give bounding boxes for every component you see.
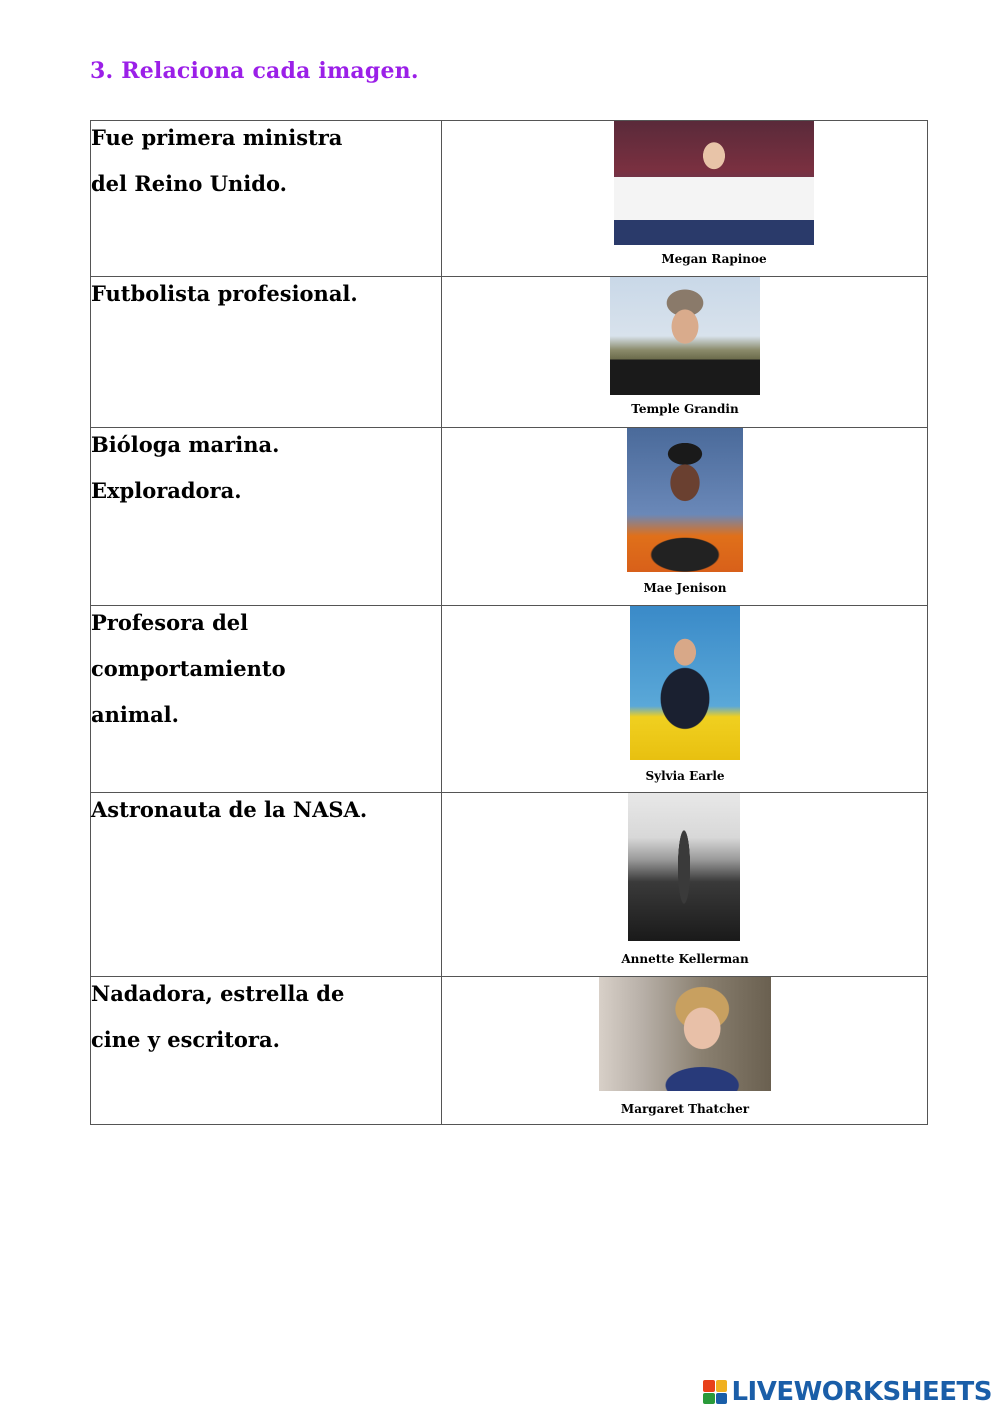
description-line: cine y escritora. [91,1027,280,1052]
photo-caption: Sylvia Earle [645,769,725,783]
swimmer-photo[interactable] [628,793,740,941]
image-cell[interactable] [442,121,928,277]
table-row [91,121,928,277]
description-cell[interactable] [91,428,442,606]
description-cell[interactable] [91,606,442,793]
table-row [91,977,928,1125]
description-line: Astronauta de la NASA. [91,797,368,822]
description-cell[interactable] [91,793,442,977]
description-cell[interactable] [91,121,442,277]
photo-caption: Margaret Thatcher [620,1102,750,1116]
photo-caption: Annette Kellerman [621,952,749,966]
matching-table [90,120,928,1125]
politician-photo[interactable] [599,977,771,1091]
professor-photo[interactable] [610,277,760,395]
table-row [91,793,928,977]
description-cell[interactable] [91,977,442,1125]
description-cell[interactable] [91,277,442,428]
image-cell[interactable] [442,606,928,793]
description-line: Nadadora, estrella de [91,981,345,1006]
description-line: Bióloga marina. [91,432,280,457]
table-row [91,606,928,793]
image-cell[interactable] [442,277,928,428]
soccer-player-photo[interactable] [614,121,814,245]
description-line: del Reino Unido. [91,171,287,196]
description-line: Fue primera ministra [91,125,343,150]
description-line: Futbolista profesional. [91,281,358,306]
table-row [91,428,928,606]
image-cell[interactable] [442,977,928,1125]
photo-caption: Mae Jenison [643,581,727,595]
photo-caption: Megan Rapinoe [661,252,767,266]
description-line: Profesora del [91,610,249,635]
photo-caption: Temple Grandin [631,402,739,416]
image-cell[interactable] [442,793,928,977]
exercise-title: 3. Relaciona cada imagen. [90,58,419,84]
brand-text: LIVEWORKSHEETS [731,1377,992,1407]
description-line: comportamiento [91,656,286,681]
table-row [91,277,928,428]
description-line: Exploradora. [91,478,242,503]
liveworksheets-logo[interactable] [703,1377,992,1407]
image-cell[interactable] [442,428,928,606]
description-line: animal. [91,702,179,727]
diver-photo[interactable] [630,606,740,760]
astronaut-photo[interactable] [627,428,743,572]
liveworksheets-icon [703,1380,727,1404]
